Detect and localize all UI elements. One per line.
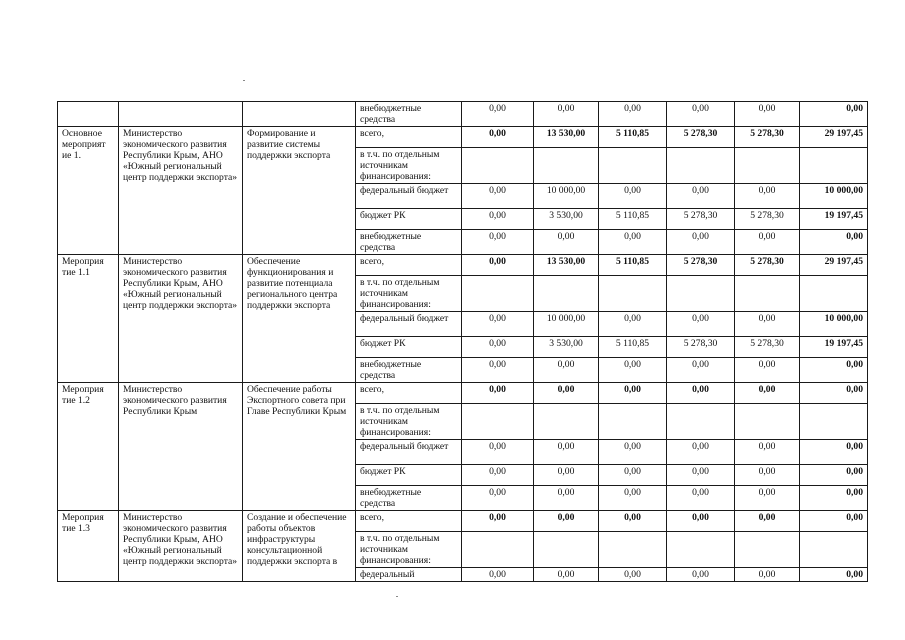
- empty-cell: [667, 532, 735, 568]
- total-amount-cell: 0,00: [800, 440, 868, 465]
- total-amount-cell: 19 197,45: [800, 209, 868, 230]
- empty-cell: [800, 404, 868, 440]
- empty-cell: [599, 404, 667, 440]
- year-amount-cell: 0,00: [599, 568, 667, 582]
- total-amount-cell: 0,00: [800, 383, 868, 404]
- funding-source-cell: федеральный бюджет: [356, 312, 462, 337]
- activity-name-cell: Обеспечение работы Экспортного совета при Главе Республики Крым: [243, 383, 356, 511]
- year-amount-cell: 0,00: [534, 568, 599, 582]
- activity-code-cell: [58, 102, 119, 127]
- activity-name-cell: Формирование и развитие системы поддержки экспорта: [243, 127, 356, 255]
- total-amount-cell: 0,00: [800, 358, 868, 383]
- year-amount-cell: 0,00: [462, 486, 534, 511]
- year-amount-cell: 5 278,30: [667, 255, 735, 276]
- activity-code-cell: Мероприя тие 1.3: [58, 511, 119, 582]
- year-amount-cell: 0,00: [735, 465, 800, 486]
- year-amount-cell: 0,00: [462, 383, 534, 404]
- empty-cell: [462, 532, 534, 568]
- year-amount-cell: 0,00: [462, 440, 534, 465]
- funding-source-cell: бюджет РК: [356, 209, 462, 230]
- financing-table: [57, 101, 868, 582]
- year-amount-cell: 0,00: [599, 312, 667, 337]
- total-amount-cell: 19 197,45: [800, 337, 868, 358]
- table-body: [58, 102, 868, 582]
- funding-source-cell: внебюджетные средства: [356, 486, 462, 511]
- executor-cell: Министерство экономического развития Республики Крым, АНО «Южный региональный центр поддержки экспорта»: [119, 127, 243, 255]
- year-amount-cell: 0,00: [667, 184, 735, 209]
- empty-cell: [667, 276, 735, 312]
- year-amount-cell: 0,00: [462, 465, 534, 486]
- empty-cell: [800, 148, 868, 184]
- year-amount-cell: 10 000,00: [534, 184, 599, 209]
- year-amount-cell: 13 530,00: [534, 127, 599, 148]
- funding-source-cell: в т.ч. по отдельным источникам финансирования:: [356, 148, 462, 184]
- year-amount-cell: 0,00: [462, 358, 534, 383]
- funding-source-cell: всего,: [356, 255, 462, 276]
- table-row: [58, 102, 868, 127]
- funding-source-cell: бюджет РК: [356, 465, 462, 486]
- year-amount-cell: 0,00: [667, 440, 735, 465]
- year-amount-cell: 0,00: [462, 127, 534, 148]
- executor-cell: Министерство экономического развития Республики Крым: [119, 383, 243, 511]
- year-amount-cell: 0,00: [534, 440, 599, 465]
- year-amount-cell: 0,00: [667, 102, 735, 127]
- year-amount-cell: 0,00: [599, 184, 667, 209]
- year-amount-cell: 0,00: [735, 184, 800, 209]
- year-amount-cell: 0,00: [667, 230, 735, 255]
- activity-code-cell: Мероприя тие 1.2: [58, 383, 119, 511]
- activity-name-cell: [243, 102, 356, 127]
- year-amount-cell: 5 110,85: [599, 209, 667, 230]
- year-amount-cell: 0,00: [735, 511, 800, 532]
- year-amount-cell: 5 110,85: [599, 255, 667, 276]
- year-amount-cell: 0,00: [534, 486, 599, 511]
- year-amount-cell: 0,00: [534, 358, 599, 383]
- year-amount-cell: 0,00: [462, 568, 534, 582]
- year-amount-cell: 0,00: [599, 486, 667, 511]
- funding-source-cell: всего,: [356, 127, 462, 148]
- total-amount-cell: 29 197,45: [800, 255, 868, 276]
- year-amount-cell: 5 278,30: [735, 255, 800, 276]
- year-amount-cell: 5 278,30: [735, 127, 800, 148]
- year-amount-cell: 0,00: [599, 465, 667, 486]
- year-amount-cell: 0,00: [599, 358, 667, 383]
- year-amount-cell: 0,00: [462, 255, 534, 276]
- funding-source-cell: всего,: [356, 511, 462, 532]
- year-amount-cell: 5 110,85: [599, 127, 667, 148]
- funding-source-cell: внебюджетные средства: [356, 358, 462, 383]
- executor-cell: Министерство экономического развития Республики Крым, АНО «Южный региональный центр поддержки экспорта»: [119, 255, 243, 383]
- empty-cell: [534, 532, 599, 568]
- empty-cell: [667, 148, 735, 184]
- total-amount-cell: 0,00: [800, 465, 868, 486]
- total-amount-cell: 0,00: [800, 102, 868, 127]
- empty-cell: [534, 404, 599, 440]
- funding-source-cell: федеральный: [356, 568, 462, 582]
- total-amount-cell: 10 000,00: [800, 184, 868, 209]
- empty-cell: [735, 148, 800, 184]
- empty-cell: [800, 276, 868, 312]
- year-amount-cell: 3 530,00: [534, 337, 599, 358]
- year-amount-cell: 0,00: [667, 511, 735, 532]
- year-amount-cell: 0,00: [599, 511, 667, 532]
- table-row: [58, 127, 868, 148]
- total-amount-cell: 0,00: [800, 511, 868, 532]
- year-amount-cell: 0,00: [735, 312, 800, 337]
- activity-code-cell: Мероприя тие 1.1: [58, 255, 119, 383]
- empty-cell: [599, 148, 667, 184]
- funding-source-cell: всего,: [356, 383, 462, 404]
- total-amount-cell: 0,00: [800, 568, 868, 582]
- year-amount-cell: 0,00: [735, 486, 800, 511]
- empty-cell: [534, 276, 599, 312]
- funding-source-cell: внебюджетные средства: [356, 102, 462, 127]
- year-amount-cell: 3 530,00: [534, 209, 599, 230]
- year-amount-cell: 5 110,85: [599, 337, 667, 358]
- year-amount-cell: 0,00: [735, 358, 800, 383]
- empty-cell: [599, 276, 667, 312]
- year-amount-cell: 0,00: [735, 230, 800, 255]
- year-amount-cell: 5 278,30: [667, 337, 735, 358]
- year-amount-cell: 5 278,30: [735, 337, 800, 358]
- year-amount-cell: 0,00: [534, 465, 599, 486]
- year-amount-cell: 10 000,00: [534, 312, 599, 337]
- year-amount-cell: 0,00: [599, 102, 667, 127]
- table-row: [58, 511, 868, 532]
- year-amount-cell: 13 530,00: [534, 255, 599, 276]
- funding-source-cell: в т.ч. по отдельным источникам финансирования:: [356, 532, 462, 568]
- year-amount-cell: 5 278,30: [667, 127, 735, 148]
- year-amount-cell: 0,00: [462, 230, 534, 255]
- executor-cell: Министерство экономического развития Республики Крым, АНО «Южный региональный центр поддержки экспорта»: [119, 511, 243, 582]
- year-amount-cell: 5 278,30: [735, 209, 800, 230]
- activity-code-cell: Основное мероприят ие 1.: [58, 127, 119, 255]
- year-amount-cell: 0,00: [534, 383, 599, 404]
- year-amount-cell: 0,00: [667, 312, 735, 337]
- empty-cell: [735, 404, 800, 440]
- total-amount-cell: 0,00: [800, 486, 868, 511]
- empty-cell: [462, 404, 534, 440]
- year-amount-cell: 0,00: [599, 230, 667, 255]
- year-amount-cell: 0,00: [735, 440, 800, 465]
- year-amount-cell: 0,00: [462, 511, 534, 532]
- total-amount-cell: 10 000,00: [800, 312, 868, 337]
- activity-name-cell: Обеспечение функционирования и развитие потенциала регионального центра поддержки экспорта: [243, 255, 356, 383]
- empty-cell: [735, 532, 800, 568]
- funding-source-cell: в т.ч. по отдельным источникам финансирования:: [356, 276, 462, 312]
- empty-cell: [735, 276, 800, 312]
- activity-name-cell: Создание и обеспечение работы объектов инфраструктуры консультационной поддержки экспорта в: [243, 511, 356, 582]
- year-amount-cell: 0,00: [462, 184, 534, 209]
- empty-cell: [462, 148, 534, 184]
- year-amount-cell: 0,00: [667, 358, 735, 383]
- empty-cell: [800, 532, 868, 568]
- funding-source-cell: бюджет РК: [356, 337, 462, 358]
- executor-cell: [119, 102, 243, 127]
- total-amount-cell: 0,00: [800, 230, 868, 255]
- table-row: [58, 383, 868, 404]
- empty-cell: [534, 148, 599, 184]
- year-amount-cell: 0,00: [534, 511, 599, 532]
- year-amount-cell: 0,00: [462, 312, 534, 337]
- year-amount-cell: 0,00: [534, 230, 599, 255]
- year-amount-cell: 5 278,30: [667, 209, 735, 230]
- year-amount-cell: 0,00: [462, 102, 534, 127]
- year-amount-cell: 0,00: [534, 102, 599, 127]
- year-amount-cell: 0,00: [667, 465, 735, 486]
- year-amount-cell: 0,00: [667, 486, 735, 511]
- empty-cell: [599, 532, 667, 568]
- year-amount-cell: 0,00: [667, 568, 735, 582]
- year-amount-cell: 0,00: [599, 440, 667, 465]
- funding-source-cell: внебюджетные средства: [356, 230, 462, 255]
- year-amount-cell: 0,00: [735, 568, 800, 582]
- scan-speck: [396, 596, 398, 597]
- year-amount-cell: 0,00: [667, 383, 735, 404]
- empty-cell: [462, 276, 534, 312]
- funding-source-cell: федеральный бюджет: [356, 440, 462, 465]
- scan-speck: [243, 80, 245, 81]
- year-amount-cell: 0,00: [599, 383, 667, 404]
- funding-source-cell: в т.ч. по отдельным источникам финансирования:: [356, 404, 462, 440]
- total-amount-cell: 29 197,45: [800, 127, 868, 148]
- year-amount-cell: 0,00: [735, 383, 800, 404]
- empty-cell: [667, 404, 735, 440]
- year-amount-cell: 0,00: [462, 337, 534, 358]
- funding-source-cell: федеральный бюджет: [356, 184, 462, 209]
- table-row: [58, 255, 868, 276]
- year-amount-cell: 0,00: [462, 209, 534, 230]
- year-amount-cell: 0,00: [735, 102, 800, 127]
